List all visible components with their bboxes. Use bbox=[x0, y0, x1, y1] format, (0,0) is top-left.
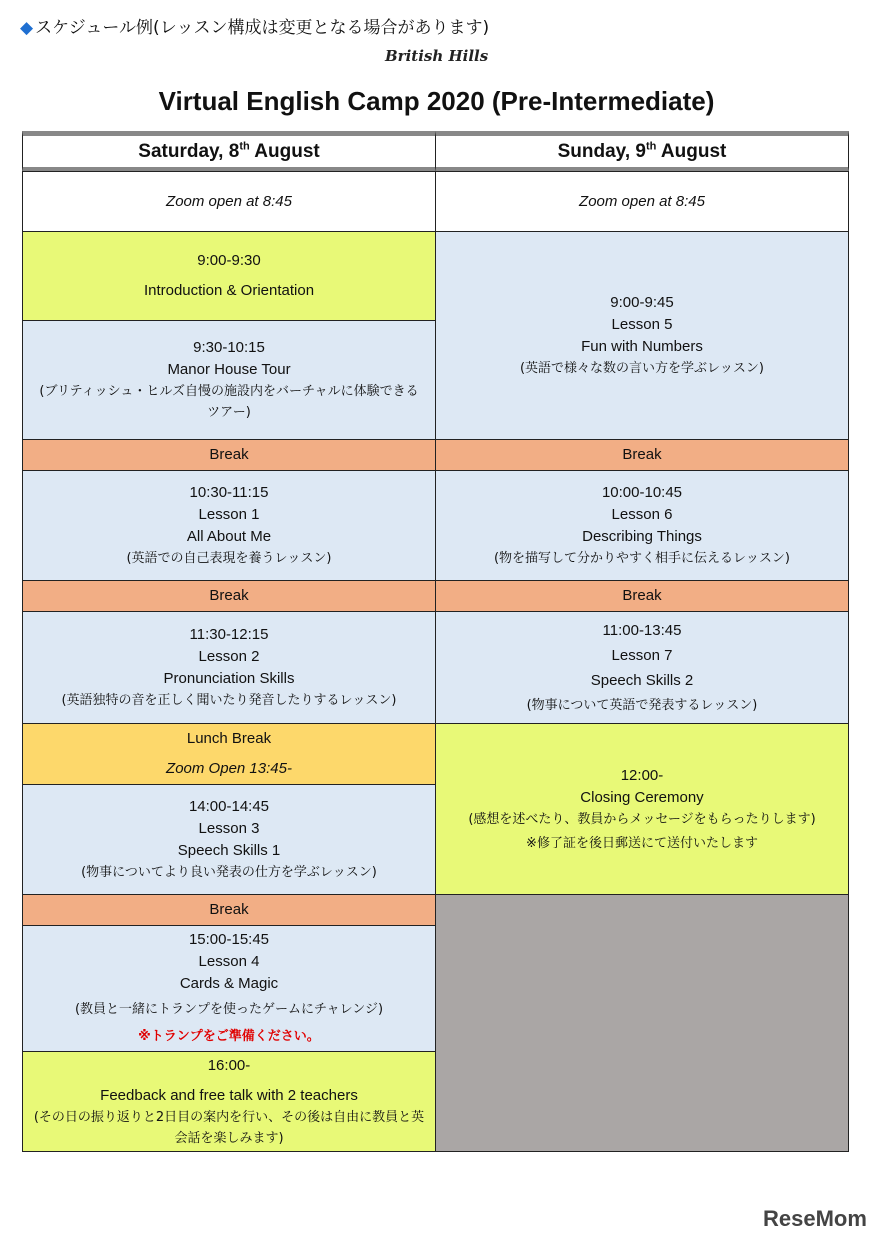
sat-lesson-3: 14:00-14:45 Lesson 3 Speech Skills 1 (物事についてより良い発表の仕方を学ぶレッスン) bbox=[22, 784, 436, 895]
sat-break-3: Break bbox=[22, 894, 436, 926]
sun-zoom-open: Zoom open at 8:45 bbox=[435, 171, 849, 232]
sat-zoom-open: Zoom open at 8:45 bbox=[22, 171, 436, 232]
sun-lesson-5: 9:00-9:45 Lesson 5 Fun with Numbers (英語で様々な数の言い方を学ぶレッスン) bbox=[435, 231, 849, 440]
sat-tour: 9:30-10:15 Manor House Tour (ブリティッシュ・ヒルズ自慢の施設内をバーチャルに体験できるツアー) bbox=[22, 320, 436, 440]
sun-lesson-7: 11:00-13:45 Lesson 7 Speech Skills 2 (物事について英語で発表するレッスン) bbox=[435, 611, 849, 724]
sat-lunch-break: Lunch Break Zoom Open 13:45- bbox=[22, 723, 436, 785]
sat-lesson-2: 11:30-12:15 Lesson 2 Pronunciation Skills (英語独特の音を正しく聞いたり発音したりするレッスン) bbox=[22, 611, 436, 724]
sunday-header: Sunday, 9th August bbox=[435, 131, 849, 172]
sun-break-1: Break bbox=[435, 439, 849, 471]
sun-break-2: Break bbox=[435, 580, 849, 612]
sun-closing-ceremony: 12:00- Closing Ceremony (感想を述べたり、教員からメッセージをもらったりします) ※修了証を後日郵送にて送付いたします bbox=[435, 723, 849, 895]
diamond-icon: ◆ bbox=[20, 18, 34, 38]
sat-feedback: 16:00- Feedback and free talk with 2 teachers (その日の振り返りと2日目の案内を行い、その後は自由に教員と英会話を楽しみます) bbox=[22, 1051, 436, 1152]
sat-break-2: Break bbox=[22, 580, 436, 612]
schedule-note: ◆ スケジュール例(レッスン構成は変更となる場合があります) bbox=[20, 18, 490, 38]
sun-empty-block bbox=[435, 894, 849, 1152]
sat-intro: 9:00-9:30 Introduction & Orientation bbox=[22, 231, 436, 321]
saturday-header: Saturday, 8th August bbox=[22, 131, 436, 172]
sun-lesson-6: 10:00-10:45 Lesson 6 Describing Things (物を描写して分かりやすく相手に伝えるレッスン) bbox=[435, 470, 849, 581]
brand-logo: British Hills bbox=[385, 47, 489, 65]
sat-break-1: Break bbox=[22, 439, 436, 471]
resemom-logo: ReseMom bbox=[763, 1206, 867, 1231]
sat-lesson-4: 15:00-15:45 Lesson 4 Cards & Magic (教員と一緒にトランプを使ったゲームにチャレンジ) ※トランプをご準備ください。 bbox=[22, 925, 436, 1052]
page-title: Virtual English Camp 2020 (Pre-Intermediate) bbox=[158, 86, 715, 116]
sat-lesson-1: 10:30-11:15 Lesson 1 All About Me (英語での自己表現を養うレッスン) bbox=[22, 470, 436, 581]
